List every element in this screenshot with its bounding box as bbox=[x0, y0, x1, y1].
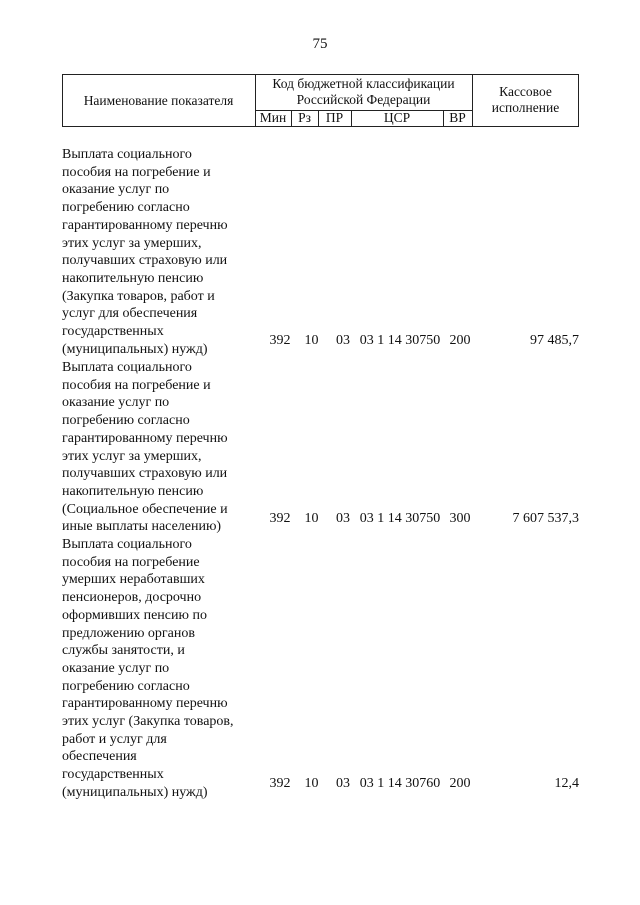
row-pr: 03 bbox=[336, 776, 350, 791]
row-name: Выплата социального пособия на погребение и оказание услуг по погребению согласно гарантированному перечню этих услуг за умерших, получавших страховую или накопительную пенсию (Закупка товаров, работ и услуг для обеспечения государственных (муниципальных) нужд) bbox=[62, 147, 228, 357]
row-amount: 12,4 bbox=[554, 776, 579, 791]
header-code-line2: Российской Федерации bbox=[296, 92, 431, 107]
row-name: Выплата социального пособия на погребение и оказание услуг по погребению согласно гарантированному перечню этих услуг за умерших, получавших страховую или накопительную пенсию (Социальное обеспечение и иные выплаты населению) bbox=[62, 360, 228, 535]
row-rz: 10 bbox=[304, 333, 319, 348]
header-rz: Рз bbox=[298, 110, 311, 125]
header-amount-line1: Кассовое bbox=[499, 84, 552, 99]
row-csr: 03 1 14 30750 bbox=[359, 333, 441, 348]
row-amount: 97 485,7 bbox=[530, 333, 579, 348]
row-vr: 200 bbox=[449, 776, 471, 791]
row-min: 392 bbox=[269, 511, 291, 526]
header-amount-line2: исполнение bbox=[491, 100, 560, 115]
row-vr: 300 bbox=[449, 511, 471, 526]
row-rz: 10 bbox=[304, 776, 319, 791]
row-vr: 200 bbox=[449, 333, 471, 348]
row-pr: 03 bbox=[336, 333, 350, 348]
header-border-top bbox=[62, 74, 579, 75]
header-pr: ПР bbox=[325, 110, 344, 125]
row-rz: 10 bbox=[304, 511, 319, 526]
row-min: 392 bbox=[269, 333, 291, 348]
header-border-bottom bbox=[62, 126, 579, 127]
row-amount: 7 607 537,3 bbox=[512, 511, 579, 526]
header-code-line1: Код бюджетной классификации bbox=[272, 76, 455, 91]
header-vr: ВР bbox=[449, 110, 466, 125]
page-number: 75 bbox=[312, 36, 328, 52]
row-csr: 03 1 14 30760 bbox=[359, 776, 441, 791]
row-pr: 03 bbox=[336, 511, 350, 526]
row-name: Выплата социального пособия на погребение умерших неработавших пенсионеров, досрочно оформивших пенсию по предложению органов службы занятости, и оказание услуг по погребению согласно гарантированному перечню этих услуг (Закупка товаров, работ и услуг для обеспечения государственных (муниципальных) нужд) bbox=[62, 537, 234, 800]
header-min: Мин bbox=[259, 110, 287, 125]
header-csr: ЦСР bbox=[383, 110, 411, 125]
row-min: 392 bbox=[269, 776, 291, 791]
row-csr: 03 1 14 30750 bbox=[359, 511, 441, 526]
table-header bbox=[62, 74, 579, 126]
header-name: Наименование показателя bbox=[83, 93, 234, 108]
